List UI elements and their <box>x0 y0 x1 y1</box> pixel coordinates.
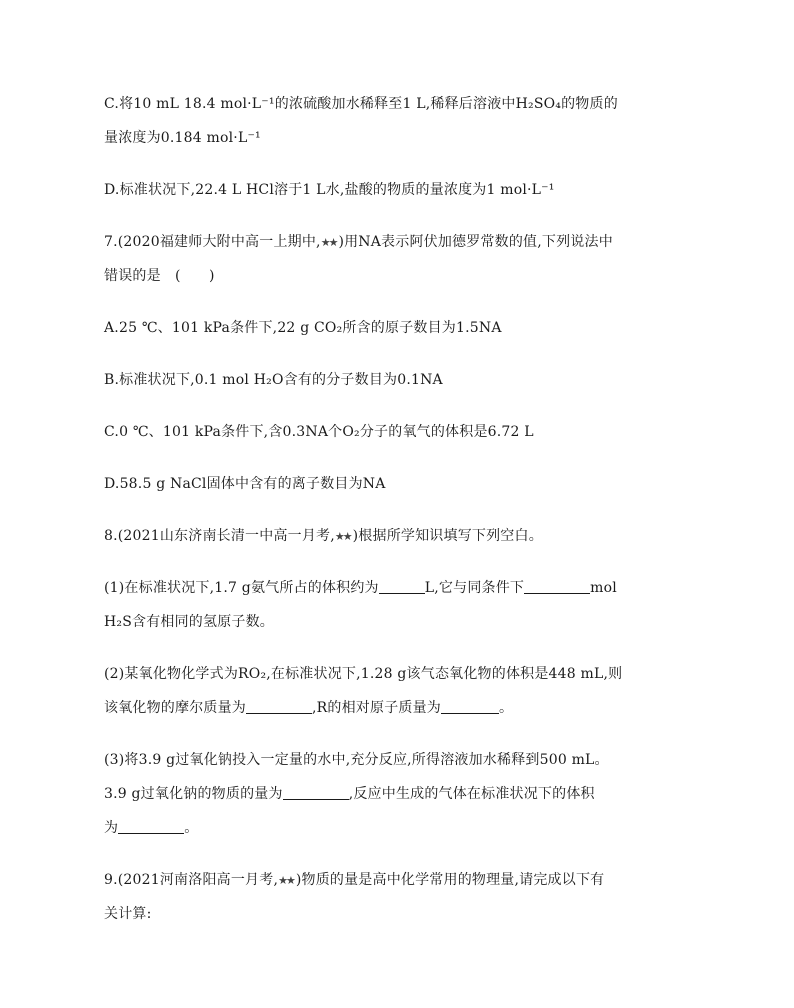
question-8-part-1-line-2: H₂S含有相同的氢原子数。 <box>104 614 275 630</box>
difficulty-star-icon: ★★ <box>334 530 351 543</box>
answer-blank[interactable] <box>283 785 349 800</box>
question-8-part-3-line-2: 3.9 g过氧化钠的物质的量为 ,反应中生成的气体在标准状况下的体积 <box>104 786 595 802</box>
question-7-option-b: B.标准状况下,0.1 mol H₂O含有的分子数目为0.1NA <box>104 372 443 388</box>
question-8-part-2-line-2: 该氧化物的摩尔质量为 ,R的相对原子质量为 。 <box>104 700 514 716</box>
question-7-stem <box>104 232 613 253</box>
question-7-option-c: C.0 ℃、101 kPa条件下,含0.3NA个O₂分子的氧气的体积是6.72 L <box>104 424 534 440</box>
option-c-line-1: C.将10 mL 18.4 mol·L⁻¹的浓硫酸加水稀释至1 L,稀释后溶液中H₂SO₄的物质的 <box>104 96 618 112</box>
question-8-part-2-line-1: (2)某氧化物化学式为RO₂,在标准状况下,1.28 g该气态氧化物的体积是448 mL,则 <box>104 666 623 682</box>
answer-blank[interactable] <box>379 579 425 594</box>
answer-blank[interactable] <box>441 699 499 714</box>
question-8-text: )根据所学知识填写下列空白。 <box>352 528 543 544</box>
question-9-stem-line-2: 关计算: <box>104 906 152 922</box>
question-7-text: )用NA表示阿伏加德罗常数的值,下列说法中 <box>338 234 613 250</box>
answer-blank[interactable] <box>118 819 184 834</box>
question-7-option-d: D.58.5 g NaCl固体中含有的离子数目为NA <box>104 476 386 492</box>
question-9-text: )物质的量是高中化学常用的物理量,请完成以下有 <box>295 872 605 888</box>
question-8-part-3-line-1: (3)将3.9 g过氧化钠投入一定量的水中,充分反应,所得溶液加水稀释到500 mL。 <box>104 752 609 768</box>
question-8-source: 8.(2021山东济南长清一中高一月考, <box>104 528 335 544</box>
difficulty-star-icon: ★★ <box>278 874 294 887</box>
question-8-stem <box>104 526 543 547</box>
question-7-source: 7.(2020福建师大附中高一上期中, <box>104 234 321 250</box>
question-7-stem-line-2: 错误的是 ( ) <box>104 268 215 284</box>
option-d: D.标准状况下,22.4 L HCl溶于1 L水,盐酸的物质的量浓度为1 mol·L⁻¹ <box>104 182 555 198</box>
answer-blank[interactable] <box>246 699 312 714</box>
answer-blank[interactable] <box>524 579 590 594</box>
question-9-stem <box>104 870 604 891</box>
question-8-part-3-line-3: 为 。 <box>104 820 199 836</box>
question-9-source: 9.(2021河南洛阳高一月考, <box>104 872 279 888</box>
question-8-part-1-line-1: (1)在标准状况下,1.7 g氨气所占的体积约为 L,它与同条件下 mol <box>104 580 617 596</box>
difficulty-star-icon: ★★ <box>320 236 337 249</box>
option-c-line-2: 量浓度为0.184 mol·L⁻¹ <box>104 130 261 146</box>
question-7-option-a: A.25 ℃、101 kPa条件下,22 g CO₂所含的原子数目为1.5NA <box>104 320 502 336</box>
